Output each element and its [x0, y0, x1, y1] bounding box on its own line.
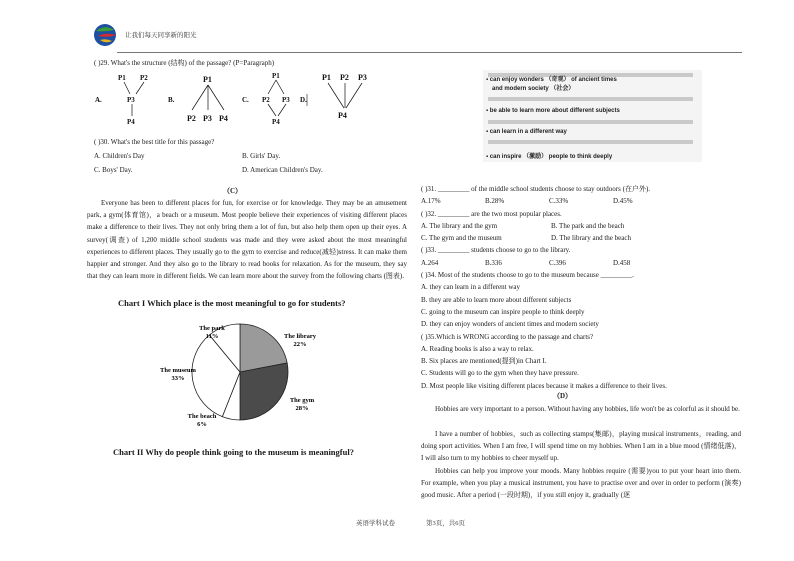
svg-text:P4: P4 [272, 118, 280, 126]
svg-text:P1: P1 [118, 74, 126, 82]
q33-stem: ( )33. _________ students choose to go to the library. [421, 246, 571, 255]
summary-line-3: be able to learn more about different subjects [489, 108, 620, 114]
pie-slice-the-gym [240, 363, 288, 420]
q30-option-a: A. Children's Day [94, 152, 145, 160]
q30-option-c: C. Boys' Day. [94, 166, 133, 174]
svg-text:P2: P2 [187, 114, 196, 123]
svg-text:B.: B. [168, 96, 175, 104]
svg-text:P3: P3 [358, 73, 367, 82]
section-d-p3: Hobbies can help you improve your moods. Many hobbies require (需要)you to put your heart into them. For example, when you play a musical instrument, you have to practise over and over in order to perform (演奏) good music. After a period (一段时期)，if you still enjoy it, gradually (逐 [421, 467, 741, 500]
svg-text:P3: P3 [127, 96, 135, 104]
pie-value: 22% [293, 341, 307, 348]
pie-label: The park [199, 325, 225, 332]
section-d-p1: Hobbies are very important to a person. Without having any hobbies, life won't be as colorful as it should be. [435, 405, 740, 413]
svg-text:P1: P1 [203, 75, 212, 84]
logo-icon [92, 22, 118, 48]
q32-stem: ( )32. _________ are the two most popular places. [421, 209, 562, 218]
q30-stem: ( )30. What's the best title for this passage? [94, 138, 215, 146]
summary-line-4: can learn in a different way [489, 129, 567, 135]
structure-options [90, 70, 380, 128]
pie-value: 6% [197, 421, 207, 428]
pie-label: The library [284, 333, 316, 340]
q29-stem: ( )29. What's the structure (结构) of the passage? (P=Paragraph) [94, 59, 275, 67]
header-rule [117, 52, 742, 53]
section-d-label: （D） [553, 392, 573, 400]
school-motto: 让我们每天同享新的阳光 [125, 32, 197, 39]
svg-text:P3: P3 [203, 114, 212, 123]
section-c-passage: Everyone has been to different places for fun, for exercise or for knowledge. They may be an amusement park, a gym(体育馆)，a beach or a museum. Most people believe their experiences of visiting different places make a difference to their lives. They not only bring them a lot of fun, but also help them open up their eyes. A survey(调查) of 1,200 middle school students was made and they were asked about the most meaningful experiences to different places. They usually go to the gym to exercise and reduce(减轻)stress. It can make them happier and stronger. And they also go to the library to read books for relaxation. As for the museum, they say that they can learn more in different fields. We can learn more about the survey from the following charts (图表). [87, 199, 407, 281]
pie-label: The museum [160, 367, 196, 374]
svg-text:P1: P1 [272, 72, 280, 80]
pie-value: 28% [295, 405, 309, 412]
summary-line-1: can enjoy wonders （奇观） of ancient times [489, 77, 617, 83]
chart1-title: Chart I Which place is the most meaningful to go for students? [118, 298, 346, 308]
q31-stem: ( )31. _________ of the middle school students choose to stay outdoors (在户外). [421, 185, 651, 193]
section-c-label: （C） [223, 187, 243, 195]
svg-text:P4: P4 [219, 114, 228, 123]
svg-text:C.: C. [242, 96, 249, 104]
svg-text:P2: P2 [262, 96, 270, 104]
svg-text:P4: P4 [338, 111, 347, 120]
pie-label: The gym [289, 397, 315, 404]
q35-stem: ( )35.Which is WRONG according to the passage and charts? [421, 332, 594, 341]
pie-value: 11% [205, 333, 219, 340]
q34-stem: ( )34. Most of the students choose to go to the museum because _________. [421, 271, 634, 280]
questions-right: ( )31. _________ of the middle school students choose to stay outdoors (在户外). A.17% B.28% C.33% D.45% ( )32. _________ are the two most popular places. A. The library and the gym B. The park and the beach C. The gym and the museum D. The library and the beach ( )33. _________ students choose to go to the library. A.264 B.336 C.396 D.458 ( )34. Most of the students choose to go to the museum because _________. A. they can learn in a different way B. they are able to learn more about different subjects C. going to the museum can inspire people to think deeply D. they can enjoy wonders of ancient times and modern society ( )35.Which is WRONG according to the passage and charts? A. Reading books is also a way to relax. B. Six places are mentioned(提到)in Chart I. C. Students will go to the gym when they have pressure. D. Most people like visiting different places because it makes a difference to their lives. [421, 183, 741, 392]
svg-text:P1: P1 [322, 73, 331, 82]
footer-page: 第3页，共6页 [426, 520, 465, 527]
school-logo [92, 22, 118, 48]
svg-text:P4: P4 [127, 118, 135, 126]
pie-value: 33% [171, 375, 185, 382]
chart2-photo: ▪ can enjoy wonders （奇观） of ancient times and modern society （社会） ▪ be able to learn more about different subjects ▪ can learn in a different way ▪ can inspire （激励） people to think deeply [483, 70, 702, 162]
footer-subject: 英语学科试卷 [356, 520, 395, 527]
q30-option-d: D. American Children's Day. [242, 166, 323, 174]
svg-text:P3: P3 [282, 96, 290, 104]
section-d-p2: I have a number of hobbies，such as collecting stamps(集邮)，playing musical instruments，reading, and doing sport activities. When I am free, I will spend time on my hobbies. When I am in a blue mood (情绪低落)，I will also turn to my hobbies to cheer myself up. [421, 430, 741, 463]
svg-text:P2: P2 [140, 74, 148, 82]
q30-option-b: B. Girls' Day. [242, 152, 281, 160]
pie-label: The beach [187, 413, 217, 420]
summary-line-5: can inspire （激励） people to think deeply [489, 154, 613, 160]
q31-options: A.17% B.28% C.33% D.45% [421, 197, 633, 206]
summary-line-2: and modern society （社会） [492, 85, 575, 92]
svg-text:D.: D. [300, 96, 307, 104]
svg-text:P2: P2 [340, 73, 349, 82]
pie-chart [150, 314, 330, 434]
option-a-label: A. [95, 96, 102, 104]
chart2-title: Chart II Why do people think going to the museum is meaningful? [113, 447, 354, 457]
